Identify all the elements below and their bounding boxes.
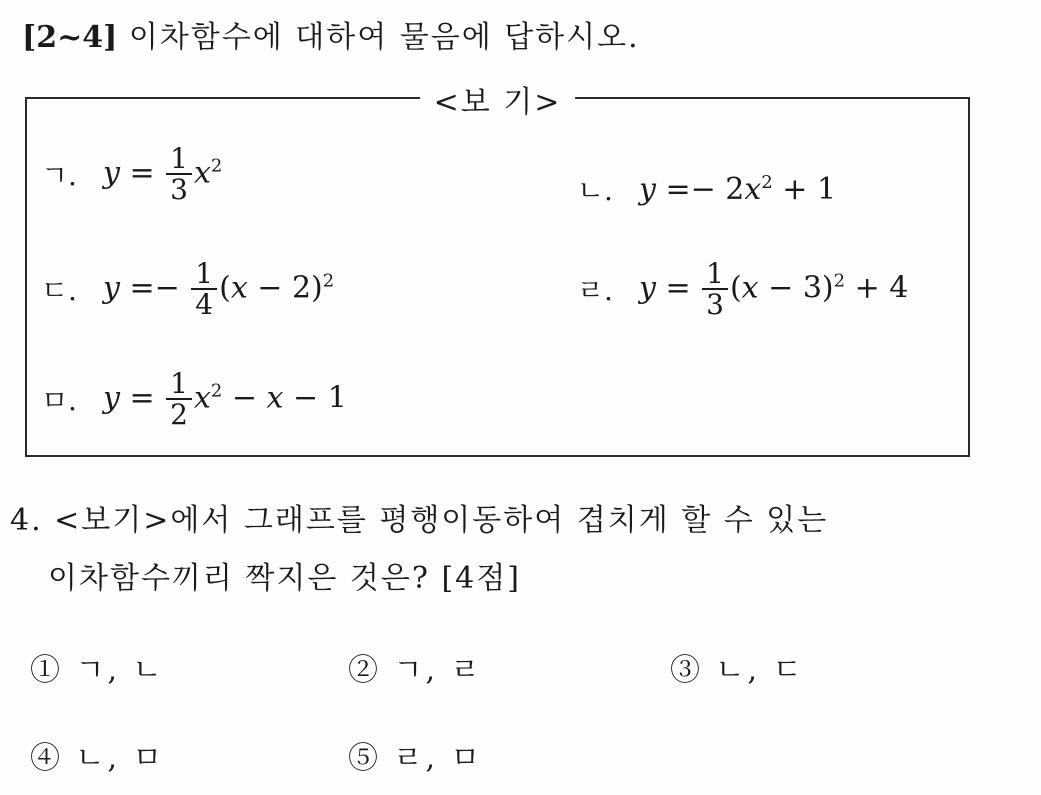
example-item-e bbox=[41, 369, 347, 430]
choice-5[interactable]: ⑤ ㄹ, ㅁ bbox=[348, 741, 483, 776]
question-4 bbox=[10, 492, 828, 608]
choice-1[interactable]: ① ㄱ, ㄴ bbox=[30, 653, 165, 688]
equation-a: y = $\frac{1}{3}$ $x^2$ bbox=[102, 142, 223, 207]
choice-4[interactable]: ④ ㄴ, ㅁ bbox=[30, 741, 165, 776]
example-item-a bbox=[41, 144, 222, 205]
problem-instruction: 이차함수에 대하여 물음에 답하시오. bbox=[117, 20, 640, 55]
question-line-2: 이차함수끼리 짝지은 것은? [4점] bbox=[48, 561, 521, 596]
problem-range: [2~4] bbox=[22, 20, 118, 55]
example-item-b bbox=[577, 169, 836, 209]
example-box-title: <보 기> bbox=[420, 77, 576, 121]
example-item-c bbox=[41, 259, 334, 320]
equation-b: $y =- 2x^2 + 1$ bbox=[638, 171, 837, 207]
example-item-d bbox=[577, 259, 908, 320]
equation-c: y =− $\frac{1}{4}$ $(x - 2)^2$ bbox=[102, 257, 335, 322]
equation-d: y = $\frac{1}{3}$ $(x - 3)^2 + 4$ bbox=[638, 257, 909, 322]
question-line-1: 4. <보기>에서 그래프를 평행이동하여 겹치게 할 수 있는 bbox=[10, 503, 829, 538]
choice-2[interactable]: ② ㄱ, ㄹ bbox=[348, 653, 483, 688]
example-box bbox=[25, 85, 970, 457]
problem-header bbox=[22, 12, 640, 56]
item-marker: ㄹ. bbox=[577, 274, 613, 308]
item-marker: ㄴ. bbox=[577, 174, 613, 207]
choice-3[interactable]: ③ ㄴ, ㄷ bbox=[670, 653, 805, 688]
item-marker: ㄱ. bbox=[41, 159, 77, 193]
item-marker: ㅁ. bbox=[41, 384, 77, 418]
equation-e: y = $\frac{1}{2}$ $x^2 - x - 1$ bbox=[102, 367, 347, 432]
item-marker: ㄷ. bbox=[41, 274, 77, 308]
